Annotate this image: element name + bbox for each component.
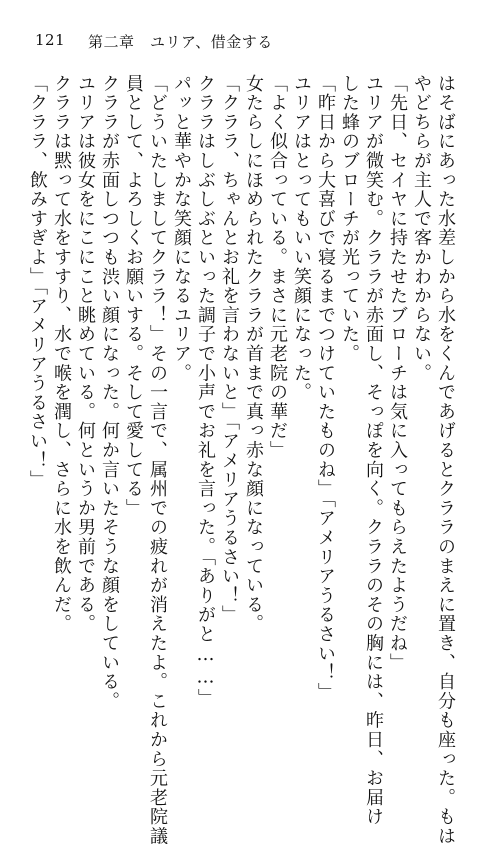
text-line: 女たらしにほめられたクララが首まで真っ赤な顔になっている。 [243,74,264,634]
text-line: した蜂のブローチが光っていた。 [339,74,360,364]
text-line: 「クララ、飲みすぎよ」「アメリアうるさい！」 [27,74,48,490]
page-number: 121 [35,31,66,49]
text-line: クララは黙って水をすすり、水で喉を潤し、さらに水を飲んだ。 [51,74,72,634]
text-line: はそばにあった水差しから水をくんであげるとクララのまえに置き、自分も座った。もは [435,74,456,846]
text-line: ユリアが微笑む。クララが赤面し、そっぽを向く。クララのその胸には、昨日、お届け [363,74,384,827]
text-line: 「クララ、ちゃんとお礼を言わないと」「アメリアうるさい！」 [219,74,240,625]
chapter-title: 第二章 ユリア、借金する [88,33,273,51]
text-line: ユリアは彼女をにこにこと眺めている。何というか男前である。 [75,74,96,634]
text-line: 「先日、セイヤに持たせたブローチは気に入ってもらえたようだね」 [387,74,408,673]
text-line: 「昨日から大喜びで寝るまでつけていたものね」「アメリアうるさい！」 [315,74,336,702]
text-line: 員として、よろしくお願いする。そして愛してる」 [123,74,144,518]
text-line: クララが赤面しつつも渋い顔になった。何か言いたそうな顔をしている。 [99,74,120,711]
text-line: クララはしぶしぶといった調子で小声でお礼を言った。「ありがと……」 [195,74,216,708]
text-line: ユリアはとってもいい笑顔になった。 [291,74,312,403]
text-line: パッと華やかな笑顔になるユリア。 [171,74,192,383]
text-line: 「よく似合っている。まさに元老院の華だ」 [267,74,288,460]
text-line: やどちらが主人で客かわからない。 [411,74,432,383]
text-line: 「どういたしましてクララ！」その一言で、属州での疲れが消えたよ。これから元老院議 [147,74,168,846]
